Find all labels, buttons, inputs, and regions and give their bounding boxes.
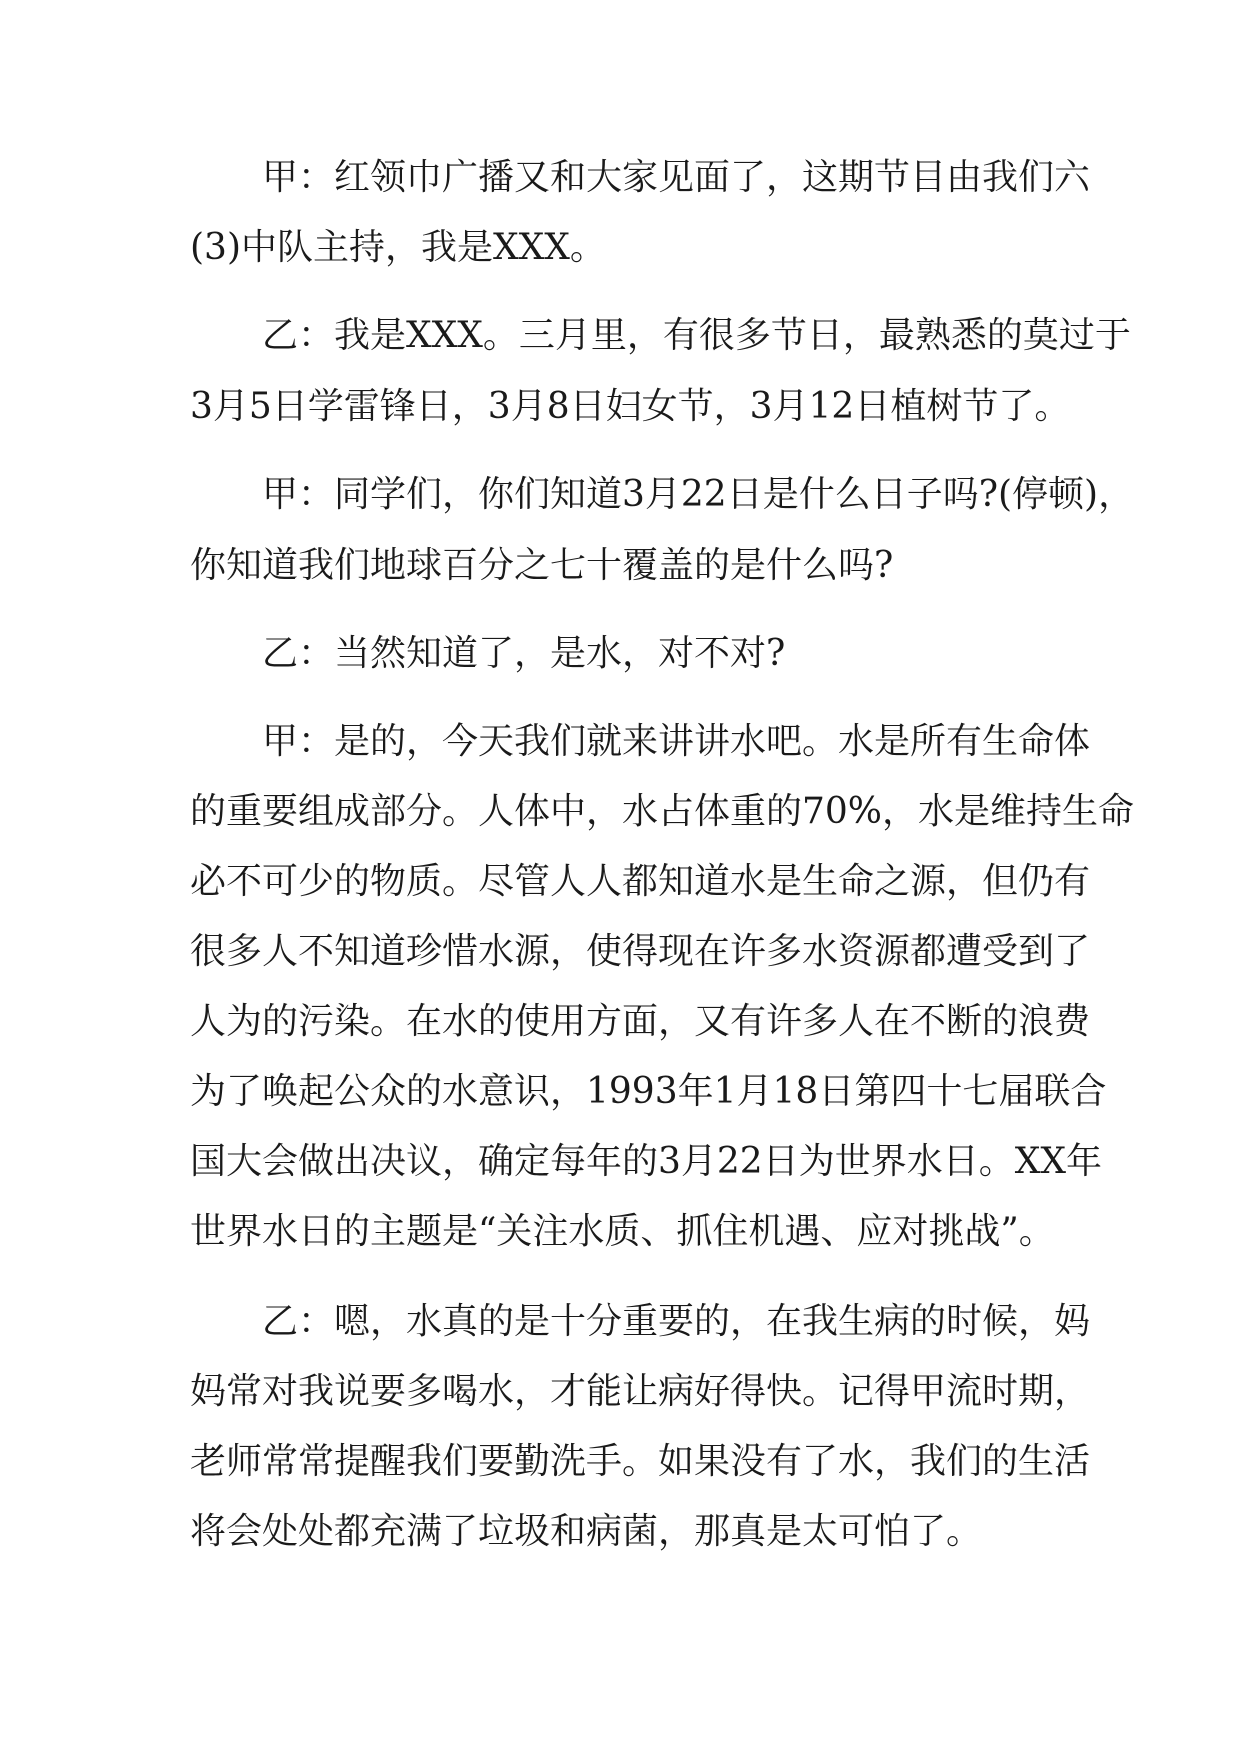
text-line: 乙：当然知道了，是水，对不对?: [262, 633, 786, 674]
text-line: 很多人不知道珍惜水源，使得现在许多水资源都遭受到了: [190, 931, 1091, 972]
text-line: 甲：红领巾广播又和大家见面了，这期节目由我们六: [262, 157, 1091, 198]
text-line: 你知道我们地球百分之七十覆盖的是什么吗?: [190, 545, 894, 586]
text-line: 人为的污染。在水的使用方面，又有许多人在不断的浪费: [190, 1001, 1091, 1042]
text-line: 世界水日的主题是“关注水质、抓住机遇、应对挑战”。: [190, 1211, 1055, 1252]
text-line: 必不可少的物质。尽管人人都知道水是生命之源，但仍有: [190, 861, 1091, 902]
text-line: 甲：同学们，你们知道3月22日是什么日子吗?(停顿)，: [262, 474, 1135, 515]
text-line: 甲：是的，今天我们就来讲讲水吧。水是所有生命体: [262, 721, 1091, 762]
text-line: 妈常对我说要多喝水，才能让病好得快。记得甲流时期，: [190, 1371, 1091, 1412]
text-line: 乙：嗯，水真的是十分重要的，在我生病的时候，妈: [262, 1301, 1091, 1342]
text-line: (3)中队主持，我是XXX。: [190, 227, 606, 268]
text-line: 3月5日学雷锋日，3月8日妇女节，3月12日植树节了。: [190, 386, 1071, 427]
text-line: 将会处处都充满了垃圾和病菌，那真是太可怕了。: [190, 1511, 983, 1552]
text-line: 老师常常提醒我们要勤洗手。如果没有了水，我们的生活: [190, 1441, 1091, 1482]
text-line: 乙：我是XXX。三月里，有很多节日，最熟悉的莫过于: [262, 315, 1131, 356]
text-line: 为了唤起公众的水意识，1993年1月18日第四十七届联合: [190, 1071, 1107, 1112]
text-line: 的重要组成部分。人体中，水占体重的70%，水是维持生命: [190, 791, 1135, 832]
text-line: 国大会做出决议，确定每年的3月22日为世界水日。XX年: [190, 1141, 1102, 1182]
